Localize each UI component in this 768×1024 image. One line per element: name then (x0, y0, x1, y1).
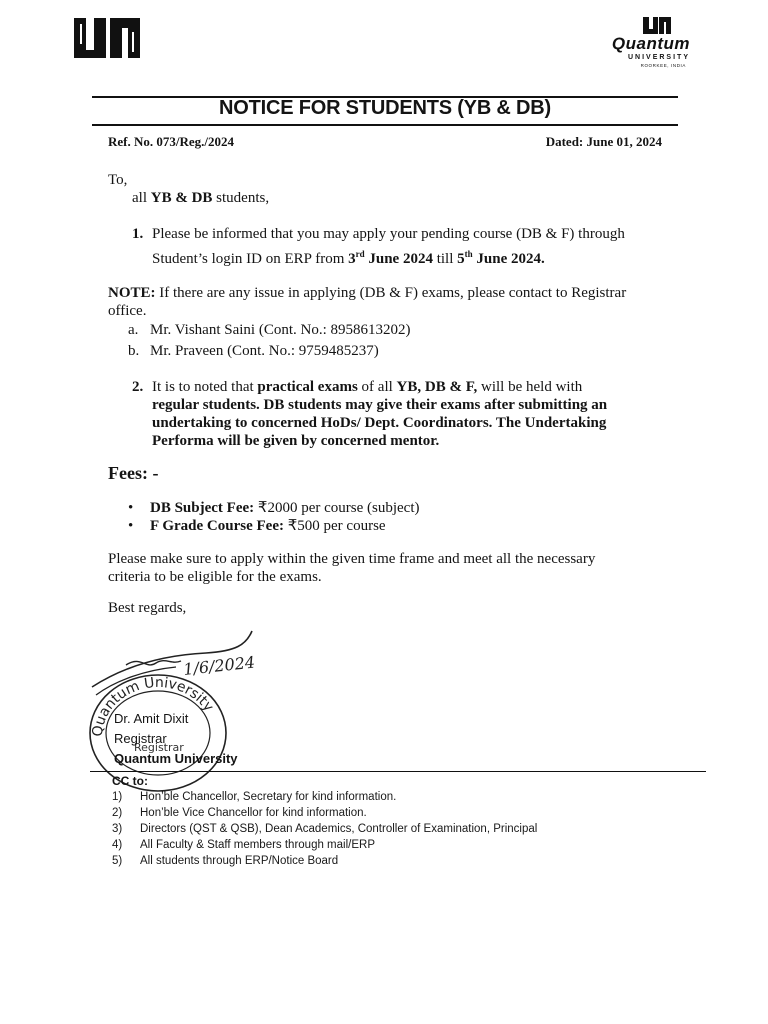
closing-line-2: criteria to be eligible for the exams. (108, 569, 322, 585)
fee-item: • DB Subject Fee: ₹2000 per course (subject) (128, 500, 420, 516)
cc-item: 3) Directors (QST & QSB), Dean Academics, Controller of Examination, Principal (112, 823, 538, 835)
addressee: all YB & DB students, (132, 190, 270, 206)
point-2-line-1: It is to noted that practical exams of all YB, DB & F, will be held with (152, 379, 583, 395)
contact-marker: b. (128, 343, 140, 359)
title-rule-bottom (92, 124, 678, 126)
cc-item: 4) All Faculty & Staff members through mail/ERP (112, 839, 375, 851)
cc-list (112, 789, 672, 869)
contact-marker: a. (128, 322, 139, 338)
point-2-line-2: regular students. DB students may give their exams after submitting an (152, 397, 608, 413)
seal-text: Quantum University (89, 674, 217, 738)
notice-date: Dated: June 01, 2024 (545, 134, 662, 149)
signatory-role: Registrar (114, 731, 167, 746)
cc-label: CC to: (112, 774, 148, 788)
cc-item: 2) Hon’ble Vice Chancellor for kind information. (112, 807, 367, 819)
contact-item: Mr. Vishant Saini (Cont. No.: 8958613202) (150, 322, 411, 338)
point-2-line-4: Performa will be given by concerned mentor. (152, 433, 440, 449)
svg-text:Quantum University (90, 675, 217, 738)
note-line-2: office. (108, 303, 147, 319)
point-1-line-1: Please be informed that you may apply your pending course (DB & F) through (152, 226, 625, 242)
point-2-line-3: undertaking to concerned HoDs/ Dept. Coordinators. The Undertaking (152, 415, 607, 431)
fees-heading: Fees: - (108, 463, 159, 483)
logo-subtitle: UNIVERSITY (627, 54, 690, 61)
salutation: To, (108, 172, 128, 188)
reference-number: Ref. No. 073/Reg./2024 (108, 134, 235, 149)
university-logo-icon (72, 14, 142, 64)
point-2-number: 2. (132, 379, 144, 395)
notice-title: NOTICE FOR STUDENTS (YB & DB) (219, 97, 551, 119)
signature-seal-icon (86, 625, 316, 795)
note-line-1: NOTE: If there are any issue in applying (DB & F) exams, please contact to Registrar (108, 285, 627, 301)
logo-location: ROORKEE, INDIA (640, 63, 686, 68)
quantum-university-logo (570, 16, 690, 72)
seal-inner-text: Registrar (134, 741, 184, 754)
cc-item: 1) Hon’ble Chancellor, Secretary for kind information. (112, 791, 397, 803)
contact-item: Mr. Praveen (Cont. No.: 9759485237) (150, 343, 379, 359)
handwritten-date: 1/6/2024 (182, 652, 256, 679)
signatory-org: Quantum University (114, 751, 238, 766)
closing-line-1: Please make sure to apply within the given time frame and meet all the necessary (108, 551, 596, 567)
qu-mark-icon (642, 16, 672, 36)
fee-item: • F Grade Course Fee: ₹500 per course (128, 518, 386, 534)
best-regards: Best regards, (108, 600, 187, 616)
cc-rule (90, 771, 706, 772)
signatory-name: Dr. Amit Dixit (114, 711, 189, 726)
cc-item: 5) All students through ERP/Notice Board (112, 855, 339, 867)
point-1-line-2: Student’s login ID on ERP from 3rd June 2024 till 5th June 2024. (152, 249, 545, 267)
logo-word: Quantum (611, 34, 690, 53)
point-1-number: 1. (132, 226, 144, 242)
